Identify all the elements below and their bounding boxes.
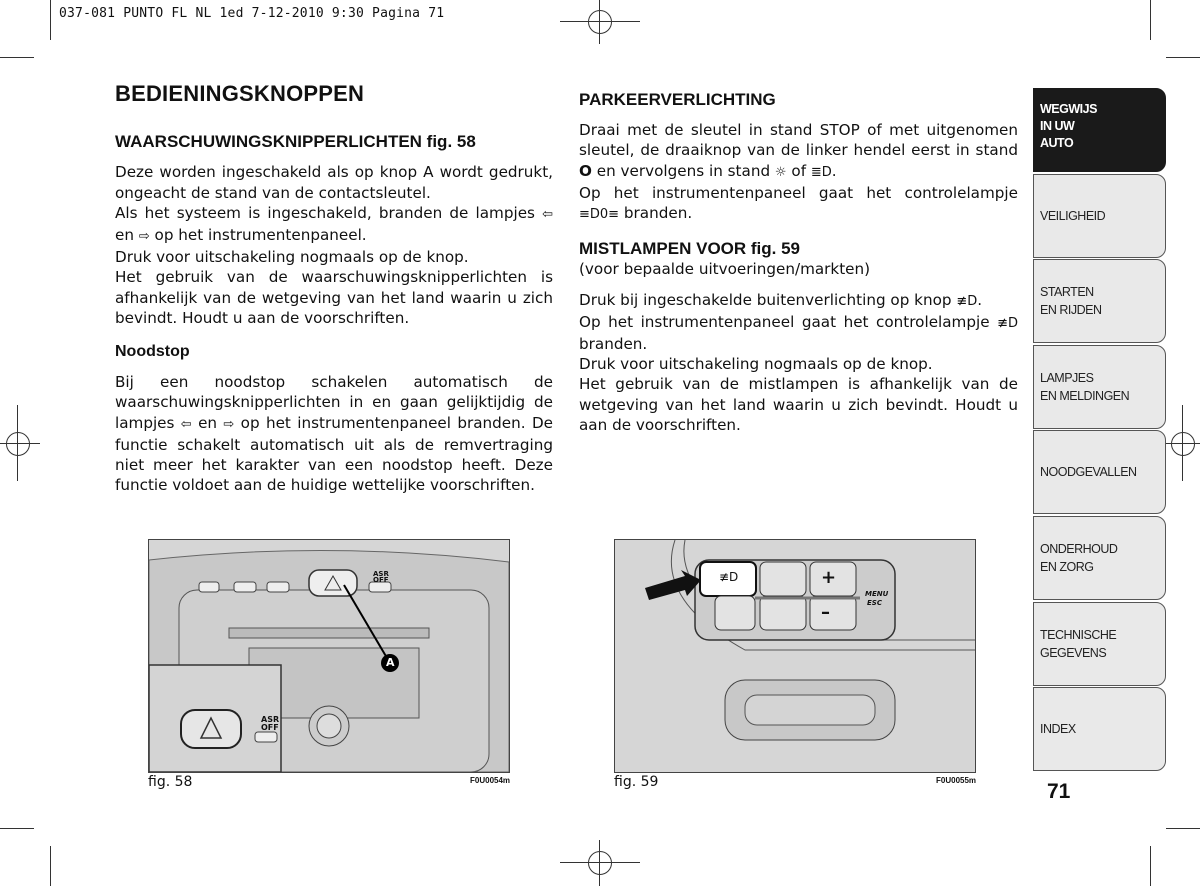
right-column [579, 90, 1018, 435]
page-number: 71 [1047, 780, 1071, 803]
switch-panel-illustration [615, 540, 975, 772]
tab-veiligheid[interactable]: VEILIGHEID [1033, 174, 1166, 258]
menu-label: MENU [865, 590, 889, 598]
figure-code: F0U0055m [936, 776, 977, 785]
tab-index[interactable]: INDEX [1033, 687, 1166, 771]
paragraph: Druk bij ingeschakelde buitenverlichting op knop ≢D. [579, 290, 983, 309]
figure-code: F0U0054m [470, 776, 511, 785]
dashboard-illustration [149, 540, 509, 772]
print-header: 037-081 PUNTO FL NL 1ed 7-12-2010 9:30 Pagina 71 [59, 6, 445, 21]
minus-button: – [821, 602, 830, 623]
asr-label: ASR [261, 715, 280, 724]
paragraph: Als het systeem is ingeschakeld, branden de lampjes ⇦ en ⇨ op het instrumentenpaneel. [115, 203, 554, 245]
registration-crosshair [17, 405, 18, 481]
registration-crosshair [560, 21, 640, 22]
paragraph: Draai met de sleutel in stand STOP of met uitgenomen sleutel, de draaiknop van de linker hendel eerst in stand O en vervolgens in stand ☼ of ≣D. [579, 121, 1018, 180]
crop-mark [1166, 828, 1200, 829]
fog-light-icon: ≢D [997, 315, 1018, 331]
registration-crosshair [1160, 443, 1200, 444]
arrow-left-icon: ⇦ [542, 206, 554, 222]
off-label: OFF [373, 576, 389, 584]
esc-label: ESC [867, 599, 882, 607]
crop-mark [50, 846, 51, 886]
figure-59 [614, 539, 976, 773]
paragraph: Druk voor uitschakeling nogmaals op de knop. [579, 355, 933, 374]
tab-noodgevallen[interactable]: NOODGEVALLEN [1033, 430, 1166, 514]
plus-button: + [821, 567, 837, 588]
paragraph: Druk voor uitschakeling nogmaals op de knop. [115, 248, 469, 267]
registration-mark [6, 432, 30, 456]
arrow-left-icon: ⇦ [180, 416, 192, 432]
paragraph: Op het instrumentenpaneel gaat het controlelampje ≢D branden. [579, 312, 1018, 354]
headlight-icon: ≣D [810, 164, 832, 180]
figure-58 [148, 539, 510, 773]
tab-onderhoud[interactable]: ONDERHOUD EN ZORG [1033, 516, 1166, 600]
registration-crosshair [599, 840, 600, 886]
tab-starten[interactable]: STARTEN EN RIJDEN [1033, 259, 1166, 343]
fog-light-icon: ≢D [956, 293, 978, 309]
tab-wegwijs[interactable]: WEGWIJS IN UW AUTO [1033, 88, 1166, 172]
crop-mark [1150, 846, 1151, 886]
left-column [115, 81, 554, 495]
paragraph: Het gebruik van de waarschuwingsknipperlichten is afhankelijk van de wetgeving van het land waarin u zich bevindt. Houdt u aan de voorschriften. [115, 268, 553, 327]
crop-mark [0, 57, 34, 58]
chapter-tabs [1033, 88, 1166, 773]
off-label: OFF [261, 723, 279, 732]
parking-light-icon: ≡D0≡ [579, 207, 620, 223]
section-title-hazard: WAARSCHUWINGSKNIPPERLICHTEN fig. 58 [115, 132, 476, 152]
section-title-fog: MISTLAMPEN VOOR fig. 59 [579, 239, 801, 259]
registration-mark [588, 10, 612, 34]
arrow-right-icon: ⇨ [223, 416, 235, 432]
section-title-parking: PARKEERVERLICHTING [579, 90, 776, 109]
registration-mark [1171, 432, 1195, 456]
figure-caption: fig. 58 [148, 774, 193, 790]
section-title-noodstop: Noodstop [115, 343, 190, 361]
figure-caption: fig. 59 [614, 774, 659, 790]
paragraph: Het gebruik van de mistlampen is afhankelijk van de wetgeving van het land waarin u zich bevindt. Houdt u aan de voorschriften. [579, 375, 1018, 434]
registration-crosshair [599, 0, 600, 44]
asr-label: ASR [373, 570, 389, 578]
tab-lampjes[interactable]: LAMPJES EN MELDINGEN [1033, 345, 1166, 429]
sun-icon: ☼ [774, 164, 787, 180]
paragraph: Op het instrumentenpaneel gaat het controlelampje ≡D0≡ branden. [579, 183, 1018, 223]
crop-mark [0, 828, 34, 829]
fog-light-button-icon: ≢D [719, 570, 739, 584]
paragraph: Deze worden ingeschakeld als op knop A wordt gedrukt, ongeacht de stand van de contactsleutel. [115, 163, 553, 202]
crop-mark [50, 0, 51, 40]
registration-crosshair [0, 443, 40, 444]
paragraph: (voor bepaalde uitvoeringen/markten) [579, 260, 871, 279]
tab-technische[interactable]: TECHNISCHE GEGEVENS [1033, 602, 1166, 686]
registration-mark [588, 851, 612, 875]
registration-crosshair [1182, 405, 1183, 481]
page-title: BEDIENINGSKNOPPEN [115, 81, 365, 106]
callout-label-a: A [386, 656, 395, 669]
crop-mark [1150, 0, 1151, 40]
crop-mark [1166, 57, 1200, 58]
arrow-right-icon: ⇨ [138, 229, 150, 245]
registration-crosshair [560, 862, 640, 863]
paragraph: Bij een noodstop schakelen automatisch de waarschuwingsknipperlichten in en gaan gelijktijdig de lampjes ⇦ en ⇨ op het instrumentenpaneel branden. De functie schakelt automatisch uit als de remvertraging niet meer het karakter van een noodstop heeft. Deze functie voldoet aan de huidige wettelijke voorschriften. [115, 373, 554, 495]
